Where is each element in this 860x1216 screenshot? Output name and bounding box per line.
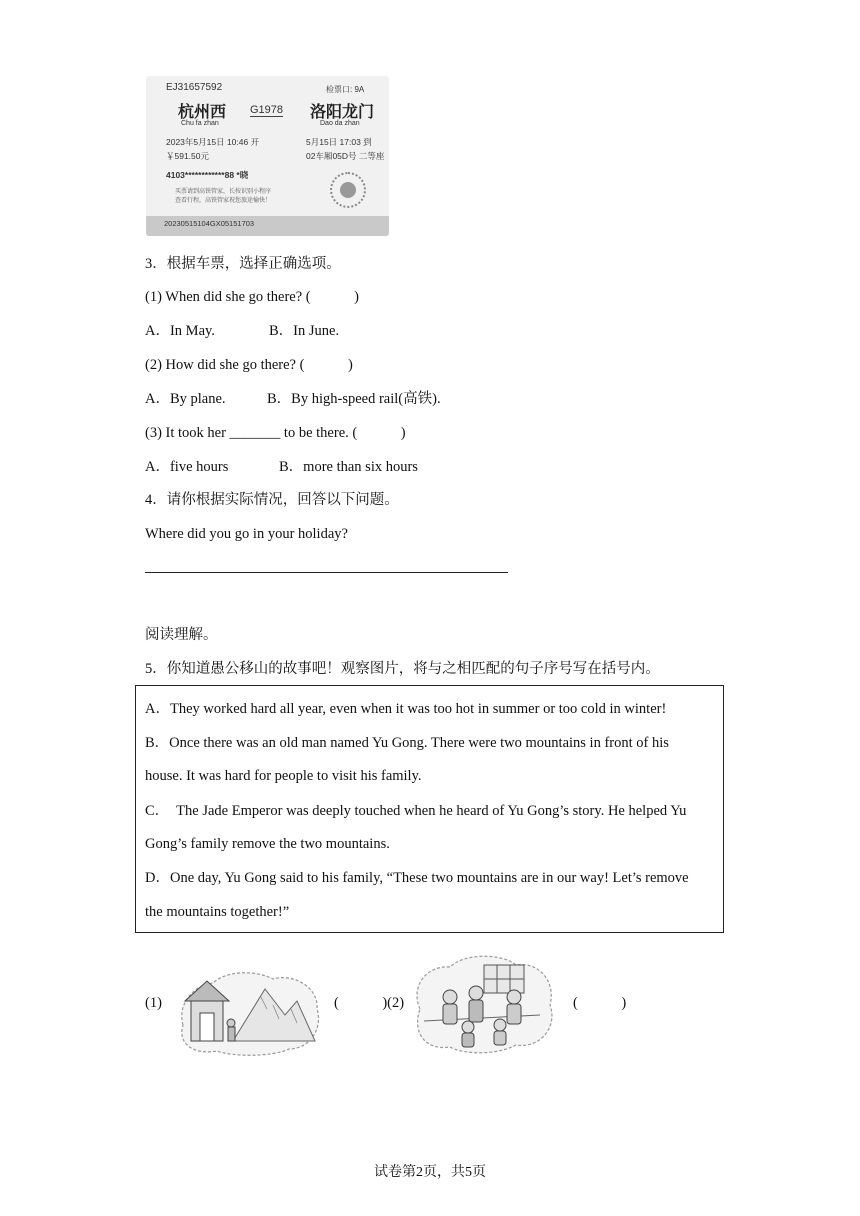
ticket-from-pinyin: Chu fa zhan	[181, 120, 219, 127]
ticket-depart-time: 2023年5月15日 10:46 开	[166, 137, 260, 147]
q3-sub2: (2) How did she go there? ( )	[145, 357, 353, 373]
ticket-to-station: 洛阳龙门	[310, 104, 375, 121]
q3-sub3-option-a: A．five hours	[145, 459, 229, 475]
ticket-notice-line1: 买票请到高铁管家，长按识别小程序	[175, 189, 272, 195]
q3-sub2-option-b: B．By high-speed rail(高铁).	[267, 391, 441, 407]
q4-question: Where did you go in your holiday?	[145, 526, 348, 542]
sentence-b-line2: house. It was hard for people to visit his family.	[145, 768, 422, 784]
q3-sub3: (3) It took her _______ to be there. ( )	[145, 425, 406, 441]
q3-sub1-option-a: A．In May.	[145, 323, 215, 339]
q3-title: 3．根据车票，选择正确选项。	[145, 256, 341, 272]
house-and-mountains-picture	[173, 965, 323, 1057]
sentence-c-line1: C． The Jade Emperor was deeply touched when he heard of Yu Gong’s story. He helped Yu	[145, 803, 687, 819]
sentence-d-line2: the mountains together!”	[145, 904, 290, 920]
q4-title: 4．请你根据实际情况，回答以下问题。	[145, 492, 399, 508]
ticket-train-number: G1978	[250, 104, 284, 116]
sentence-b-line1: B．Once there was an old man named Yu Gong. There were two mountains in front of his	[145, 735, 669, 751]
q3-sub3-option-b: B．more than six hours	[279, 459, 418, 475]
q3-sub2-option-a: A．By plane.	[145, 391, 226, 407]
answer-blank-1[interactable]: ( )(2)	[334, 995, 405, 1011]
q4-answer-line[interactable]	[145, 572, 508, 573]
page-footer: 试卷第2页，共5页	[374, 1165, 486, 1180]
picture-label-1: (1)	[145, 995, 162, 1011]
q3-sub1-option-b: B．In June.	[269, 323, 340, 339]
ticket-to-pinyin: Dao da zhan	[320, 120, 360, 127]
train-ticket-image	[146, 76, 389, 236]
ticket-notice-line2: 查看行程，高铁管家祝您旅途愉快！	[175, 198, 272, 204]
ticket-arrive-time: 5月15日 17:03 到	[306, 137, 372, 147]
family-discussion-picture	[410, 953, 556, 1055]
ticket-price: ￥591.50元	[166, 151, 209, 161]
ticket-barcode-text: 20230515104GX05151703	[164, 219, 255, 228]
ticket-from-station: 杭州西	[178, 104, 227, 121]
sentence-c-line2: Gong’s family remove the two mountains.	[145, 836, 390, 852]
answer-blank-2[interactable]: ( )	[573, 995, 627, 1011]
sentence-d-line1: D．One day, Yu Gong said to his family, “These two mountains are in our way! Let’s remove	[145, 870, 689, 886]
reading-heading: 阅读理解。	[145, 627, 218, 643]
ticket-serial: EJ31657592	[166, 82, 223, 93]
ticket-id-name: 4103************88 *晓	[166, 170, 249, 180]
sentence-a: A．They worked hard all year, even when it was too hot in summer or too cold in winter!	[145, 701, 667, 717]
q5-title: 5．你知道愚公移山的故事吧！观察图片，将与之相匹配的句子序号写在括号内。	[145, 661, 660, 677]
q3-sub1: (1) When did she go there? ( )	[145, 289, 359, 305]
qr-code-stamp-icon	[330, 172, 366, 208]
ticket-seat: 02车厢05D号 二等座	[306, 151, 385, 161]
ticket-gate: 检票口: 9A	[326, 85, 365, 94]
